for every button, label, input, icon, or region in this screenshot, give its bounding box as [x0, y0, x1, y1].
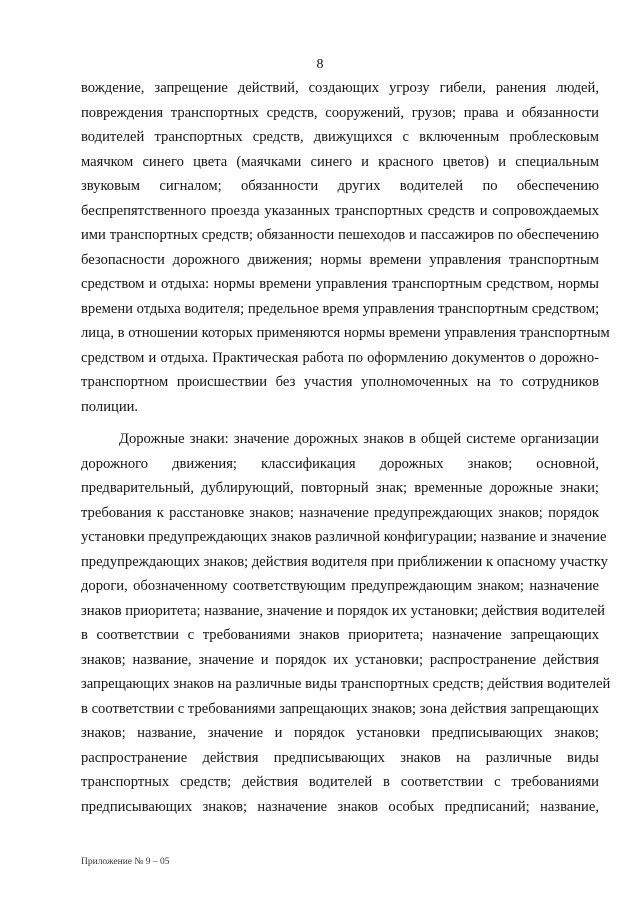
text-line: знаков; название, значение и порядок их установки; распространение действия — [81, 651, 599, 668]
text-line: запрещающих знаков на различные виды транспортных средств; действия водителей — [81, 676, 611, 692]
text-line: средством и отдыха: нормы времени управления транспортным средством, нормы — [81, 276, 599, 292]
text-line: лица, в отношении которых применяются нормы времени управления транспортным — [81, 325, 610, 341]
page-number: 8 — [316, 57, 324, 72]
text-line: дорожного движения; классификация дорожных знаков; основной, — [81, 455, 599, 472]
body-text — [81, 76, 611, 819]
text-line: вождение, запрещение действий, создающих угрозу гибели, ранения людей, — [81, 80, 599, 96]
text-line: ими транспортных средств; обязанности пешеходов и пассажиров по обеспечению — [81, 227, 599, 243]
text-line: звуковым сигналом; обязанности других водителей по обеспечению — [81, 178, 599, 194]
text-line: повреждения транспортных средств, сооружений, грузов; права и обязанности — [81, 104, 599, 121]
text-line: предписывающих знаков; назначение знаков особых предписаний; название, — [81, 798, 599, 815]
footer-note: Приложение № 9 – 05 — [81, 857, 170, 867]
text-line: средством и отдыха. Практическая работа по оформлению документов о дорожно- — [81, 349, 599, 366]
text-line: дороги, обозначенному соответствующим предупреждающим знаком; назначение — [81, 578, 599, 594]
text-line: безопасности дорожного движения; нормы времени управления транспортным — [81, 251, 599, 268]
text-line: в соответствии с требованиями знаков приоритета; назначение запрещающих — [81, 627, 599, 643]
text-line: знаков; название, значение и порядок установки предписывающих знаков; — [81, 725, 599, 741]
text-line: беспрепятственного проезда указанных транспортных средств и сопровождаемых — [81, 202, 599, 219]
text-line: транспортных средств; действия водителей в соответствии с требованиями — [81, 774, 599, 790]
text-line: Дорожные знаки: значение дорожных знаков в общей системе организации — [119, 431, 599, 447]
text-line: установки предупреждающих знаков различной конфигурации; название и значение — [81, 529, 607, 545]
text-line: водителей транспортных средств, движущихся с включенным проблесковым — [81, 129, 599, 145]
paragraph — [81, 427, 611, 819]
text-line: предупреждающих знаков; действия водителя при приближении к опасному участку — [81, 553, 608, 570]
text-line: маячком синего цвета (маячками синего и красного цветов) и специальным — [81, 153, 599, 170]
text-line: транспортном происшествии без участия уполномоченных на то сотрудников — [81, 374, 599, 390]
text-line: знаков приоритета; название, значение и порядок их установки; действия водителей — [81, 602, 605, 619]
text-line: распространение действия предписывающих знаков на различные виды — [81, 749, 599, 766]
text-line: времени отдыха водителя; предельное время управления транспортным средством; — [81, 300, 600, 317]
paragraph — [81, 76, 610, 419]
text-line: в соответствии с требованиями запрещающих знаков; зона действия запрещающих — [81, 700, 599, 717]
text-line: полиции. — [81, 398, 139, 415]
text-line: требования к расстановке знаков; назначение предупреждающих знаков; порядок — [81, 504, 599, 521]
text-line: предварительный, дублирующий, повторный знак; временные дорожные знаки; — [81, 480, 599, 496]
